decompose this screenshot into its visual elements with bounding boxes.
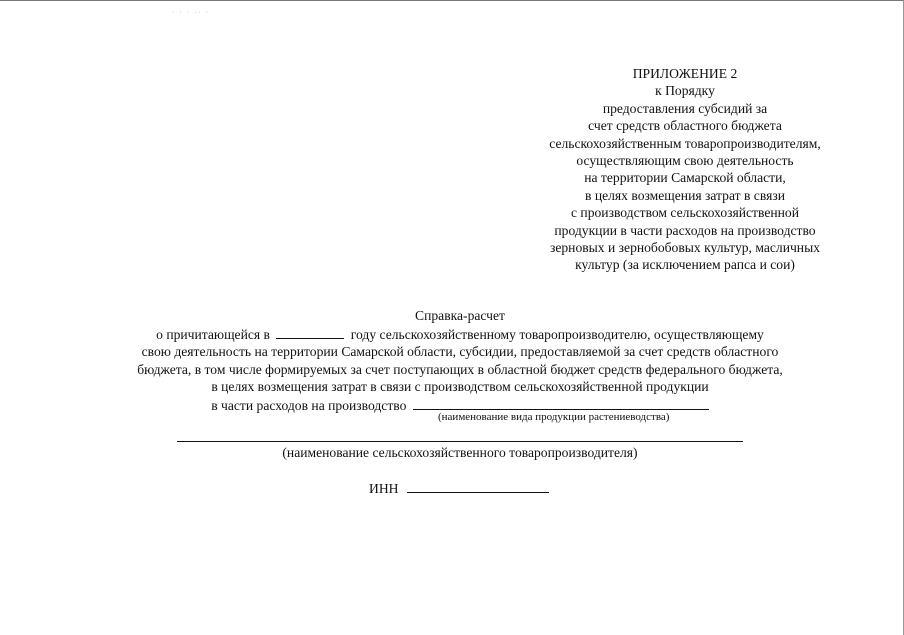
- form-line-3: бюджета, в том числе формируемых за счет поступающих в областной бюджет средств федерального бюджета,: [137, 361, 783, 377]
- inn-row: [369, 479, 549, 497]
- inn-blank-field[interactable]: [407, 479, 549, 493]
- product-blank-field[interactable]: [413, 396, 709, 410]
- appendix-line: с производством сельскохозяйственной: [571, 205, 799, 221]
- appendix-line: счет средств областного бюджета: [588, 118, 782, 134]
- producer-blank-field[interactable]: [177, 441, 743, 442]
- form-line-4: в целях возмещения затрат в связи с производством сельскохозяйственной продукции: [211, 379, 709, 395]
- scan-artifact: · · · ·· ·: [172, 10, 210, 16]
- appendix-line: сельскохозяйственным товаропроизводителям,: [549, 135, 821, 151]
- form-title-block: [60, 307, 860, 415]
- appendix-line: на территории Самарской области,: [584, 170, 786, 186]
- producer-caption: (наименование сельскохозяйственного товаропроизводителя): [282, 445, 638, 460]
- form-line-2: свою деятельность на территории Самарской области, субсидии, предоставляемой за счет средств областного: [141, 344, 779, 360]
- year-blank-field[interactable]: [276, 325, 344, 339]
- appendix-line: в целях возмещения затрат в связи: [585, 187, 785, 203]
- form-title: Справка-расчет: [415, 308, 505, 323]
- product-caption: (наименование вида продукции растениеводства): [438, 411, 670, 423]
- appendix-line: осуществляющим свою деятельность: [576, 153, 794, 169]
- form-line-1: [60, 325, 860, 344]
- appendix-title: ПРИЛОЖЕНИЕ 2: [632, 66, 738, 81]
- appendix-line: культур (за исключением рапса и сои): [575, 257, 795, 273]
- form-line-1-start: о причитающейся в: [156, 326, 270, 342]
- form-line-1-end: году сельскохозяйственному товаропроизводителю, осуществляющему: [350, 326, 764, 342]
- appendix-line: продукции в части расходов на производство: [554, 222, 816, 238]
- appendix-line: зерновых и зернобобовых культур, масличных: [549, 240, 821, 256]
- form-line-5-text: в части расходов на производство: [211, 397, 407, 413]
- appendix-line: к Порядку: [655, 83, 715, 99]
- appendix-line: предоставления субсидий за: [602, 100, 768, 116]
- inn-label: ИНН: [369, 481, 399, 496]
- appendix-header: [520, 65, 850, 274]
